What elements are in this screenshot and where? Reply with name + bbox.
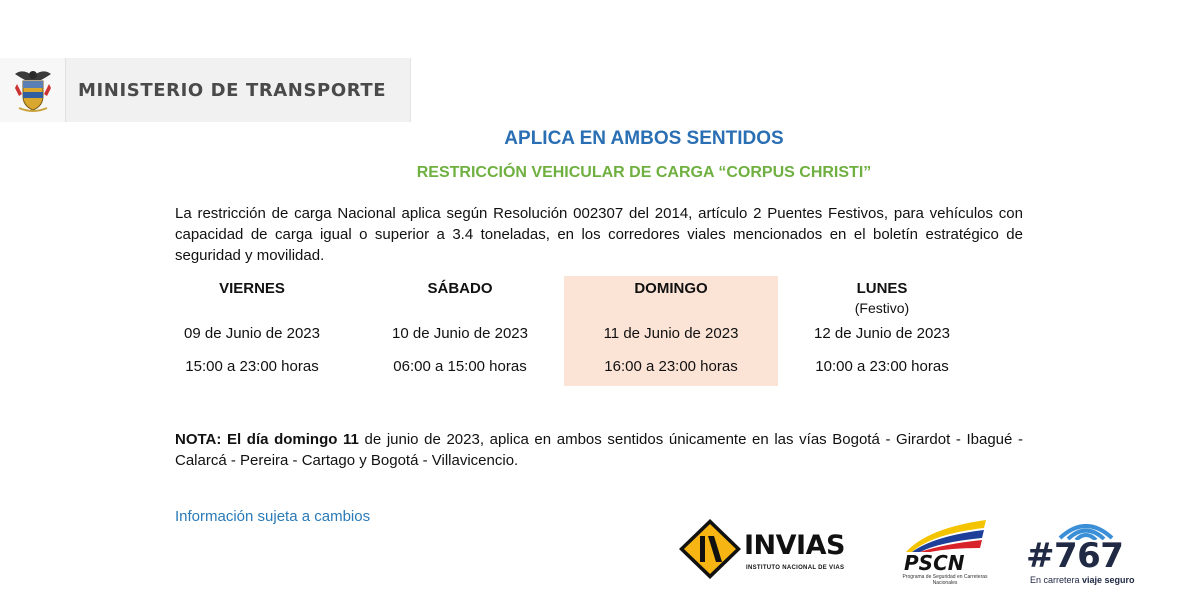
ministry-title: MINISTERIO DE TRANSPORTE [78,80,387,101]
schedule-column-saturday [356,276,564,386]
invias-wordmark: INVIAS [744,530,845,561]
restriction-title: RESTRICCIÓN VEHICULAR DE CARGA “CORPUS CHRISTI” [416,164,872,181]
slogan-regular: En carretera [1030,575,1083,585]
schedule-column-friday [148,276,356,386]
slogan-bold: viaje seguro [1082,575,1135,585]
colombia-coat-of-arms-icon [11,66,55,114]
day-name: DOMINGO [634,280,708,297]
schedule-table [148,276,986,386]
pscn-subtitle: Programa de Seguridad en Carreteras Nacionales [902,574,988,586]
hashtag-767-logo [1024,516,1136,588]
day-date: 10 de Junio de 2023 [392,325,528,342]
day-date: 09 de Junio de 2023 [184,325,320,342]
holiday-note: (Festivo) [854,300,910,316]
intro-paragraph: La restricción de carga Nacional aplica según Resolución 002307 del 2014, artículo 2 Puentes Festivos, para vehículos con capacidad de carga igual o superior a 3.4 toneladas, en los corredores viales mencionados en el boletín estratégico de seguridad y movilidad. [175,205,1023,264]
pscn-logo [898,518,990,586]
invias-logo [678,518,850,580]
invias-subtitle: INSTITUTO NACIONAL DE VIAS [746,565,845,571]
day-hours: 16:00 a 23:00 horas [604,358,738,375]
day-date: 12 de Junio de 2023 [814,325,950,342]
note-paragraph [175,429,1023,471]
note-bold-lead: NOTA: El día domingo 11 [175,431,359,448]
day-hours: 10:00 a 23:00 horas [815,358,949,375]
seal-container [0,58,66,122]
ministry-header [0,58,411,122]
day-name: VIERNES [219,280,285,297]
hashtag-wordmark: #767 [1026,536,1124,576]
note-text: de junio de 2023, aplica en ambos sentidos únicamente en las vías Bogotá - Girardot - Ibagué - Calarcá - Pereira - Cartago y Bogotá - Villavicencio. [175,431,1023,469]
invias-diamond-icon [678,518,742,580]
main-heading: APLICA EN AMBOS SENTIDOS [504,128,784,149]
day-date: 11 de Junio de 2023 [603,325,739,342]
day-name: SÁBADO [427,280,493,297]
disclaimer-text: Información sujeta a cambios [175,508,371,525]
day-hours: 06:00 a 15:00 horas [393,358,527,375]
schedule-column-monday [778,276,986,386]
hashtag-slogan [1030,575,1135,585]
day-name: LUNES [856,280,908,297]
day-hours: 15:00 a 23:00 horas [185,358,319,375]
schedule-column-sunday [564,276,778,386]
pscn-flag-swoosh-icon [898,518,990,554]
pscn-wordmark: PSCN [904,551,965,575]
